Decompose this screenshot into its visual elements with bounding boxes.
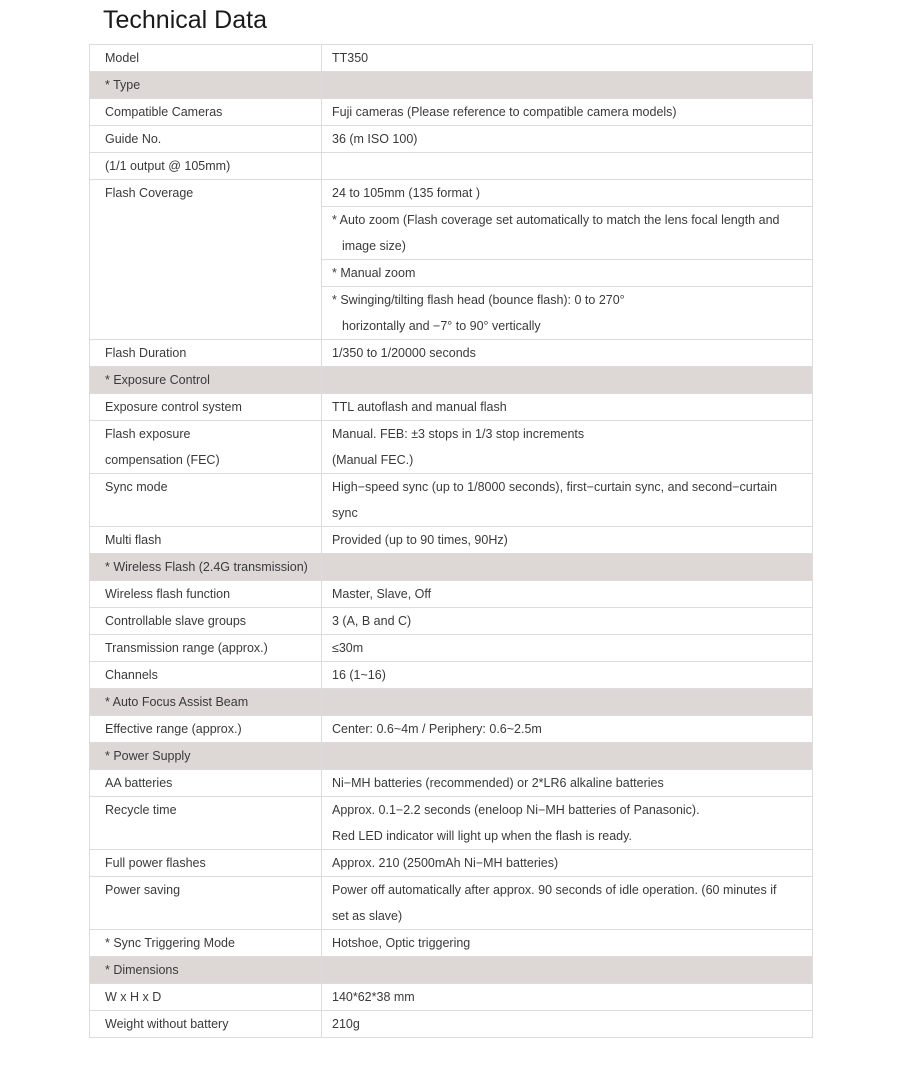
section-label: * Wireless Flash (2.4G transmission) — [90, 554, 322, 581]
spec-value-line: * Manual zoom — [332, 266, 416, 280]
section-label: * Dimensions — [90, 957, 322, 984]
spec-label: Effective range (approx.) — [90, 716, 322, 743]
section-row — [90, 743, 813, 770]
spec-value: Fuji cameras (Please reference to compatible camera models) — [322, 99, 813, 126]
table-row — [90, 340, 813, 367]
spec-value-line: Power off automatically after approx. 90 seconds of idle operation. (60 minutes if — [332, 883, 777, 897]
spec-label: Compatible Cameras — [90, 99, 322, 126]
spec-label: W x H x D — [90, 984, 322, 1011]
spec-value — [322, 797, 813, 850]
spec-label — [90, 421, 322, 474]
spec-value: 210g — [322, 1011, 813, 1038]
spec-value: Master, Slave, Off — [322, 581, 813, 608]
spec-value-line: Manual. FEB: ±3 stops in 1/3 stop increments — [332, 427, 585, 441]
table-row — [90, 770, 813, 797]
spec-value: 3 (A, B and C) — [322, 608, 813, 635]
section-row — [90, 689, 813, 716]
table-row — [90, 608, 813, 635]
spec-value-part — [322, 259, 812, 286]
spec-value: 1/350 to 1/20000 seconds — [322, 340, 813, 367]
spec-label: Weight without battery — [90, 1011, 322, 1038]
section-empty-cell — [322, 367, 813, 394]
table-row — [90, 126, 813, 153]
spec-value-line: set as slave) — [332, 909, 403, 923]
spec-label-line: compensation (FEC) — [105, 453, 220, 467]
spec-label: Guide No. — [90, 126, 322, 153]
spec-value-part — [322, 206, 812, 259]
spec-label: Model — [90, 45, 322, 72]
table-row — [90, 930, 813, 957]
spec-label: Power saving — [90, 877, 322, 930]
spec-value-part — [322, 286, 812, 339]
technical-data-table — [89, 44, 813, 1038]
spec-value: Provided (up to 90 times, 90Hz) — [322, 527, 813, 554]
spec-label: Transmission range (approx.) — [90, 635, 322, 662]
table-row — [90, 1011, 813, 1038]
spec-value: Center: 0.6~4m / Periphery: 0.6~2.5m — [322, 716, 813, 743]
spec-value — [322, 421, 813, 474]
spec-label-line: Flash exposure — [105, 427, 191, 441]
spec-value: 140*62*38 mm — [322, 984, 813, 1011]
spec-value: Approx. 210 (2500mAh Ni−MH batteries) — [322, 850, 813, 877]
spec-value: 36 (m ISO 100) — [322, 126, 813, 153]
table-row — [90, 99, 813, 126]
table-row — [90, 850, 813, 877]
section-empty-cell — [322, 554, 813, 581]
spec-label: Flash Duration — [90, 340, 322, 367]
spec-label: * Sync Triggering Mode — [90, 930, 322, 957]
spec-value — [322, 153, 813, 180]
spec-label: Channels — [90, 662, 322, 689]
table-row — [90, 662, 813, 689]
spec-value-line: image size) — [342, 239, 406, 253]
table-row — [90, 635, 813, 662]
spec-label: Flash Coverage — [90, 180, 322, 340]
page-title: Technical Data — [103, 6, 267, 34]
spec-value: 16 (1~16) — [322, 662, 813, 689]
section-label: * Power Supply — [90, 743, 322, 770]
spec-value — [322, 474, 813, 527]
spec-label: AA batteries — [90, 770, 322, 797]
spec-value: TT350 — [322, 45, 813, 72]
section-label: * Auto Focus Assist Beam — [90, 689, 322, 716]
section-row — [90, 72, 813, 99]
spec-value-line: 24 to 105mm (135 format ) — [332, 186, 480, 200]
spec-value — [322, 180, 813, 340]
spec-value-line: * Auto zoom (Flash coverage set automatically to match the lens focal length and — [332, 213, 780, 227]
table-row — [90, 984, 813, 1011]
spec-value-line: * Swinging/tilting flash head (bounce flash): 0 to 270° — [332, 293, 625, 307]
section-label: * Type — [90, 72, 322, 99]
section-empty-cell — [322, 957, 813, 984]
table-row — [90, 797, 813, 850]
spec-label: Exposure control system — [90, 394, 322, 421]
section-row — [90, 554, 813, 581]
spec-value-line: Red LED indicator will light up when the flash is ready. — [332, 829, 632, 843]
table-row — [90, 421, 813, 474]
section-row — [90, 957, 813, 984]
table-row — [90, 474, 813, 527]
spec-value-line: horizontally and −7° to 90° vertically — [342, 319, 541, 333]
spec-value: ≤30m — [322, 635, 813, 662]
table-row — [90, 394, 813, 421]
spec-label: Sync mode — [90, 474, 322, 527]
table-row — [90, 153, 813, 180]
spec-value: TTL autoflash and manual flash — [322, 394, 813, 421]
spec-value-line: High−speed sync (up to 1/8000 seconds), first−curtain sync, and second−curtain — [332, 480, 778, 494]
spec-value: Hotshoe, Optic triggering — [322, 930, 813, 957]
table-row — [90, 716, 813, 743]
spec-value-part — [322, 180, 812, 206]
section-empty-cell — [322, 743, 813, 770]
spec-value-line: Approx. 0.1−2.2 seconds (eneloop Ni−MH batteries of Panasonic). — [332, 803, 700, 817]
spec-value-line: sync — [332, 506, 358, 520]
spec-value: Ni−MH batteries (recommended) or 2*LR6 alkaline batteries — [322, 770, 813, 797]
section-label: * Exposure Control — [90, 367, 322, 394]
spec-label: Controllable slave groups — [90, 608, 322, 635]
spec-value-line: (Manual FEC.) — [332, 453, 414, 467]
table-row — [90, 180, 813, 340]
table-row — [90, 45, 813, 72]
section-empty-cell — [322, 689, 813, 716]
spec-label: Wireless flash function — [90, 581, 322, 608]
table-row — [90, 877, 813, 930]
spec-label: (1/1 output @ 105mm) — [90, 153, 322, 180]
spec-label: Multi flash — [90, 527, 322, 554]
spec-label: Full power flashes — [90, 850, 322, 877]
section-empty-cell — [322, 72, 813, 99]
table-row — [90, 581, 813, 608]
table-row — [90, 527, 813, 554]
spec-label: Recycle time — [90, 797, 322, 850]
spec-value — [322, 877, 813, 930]
section-row — [90, 367, 813, 394]
